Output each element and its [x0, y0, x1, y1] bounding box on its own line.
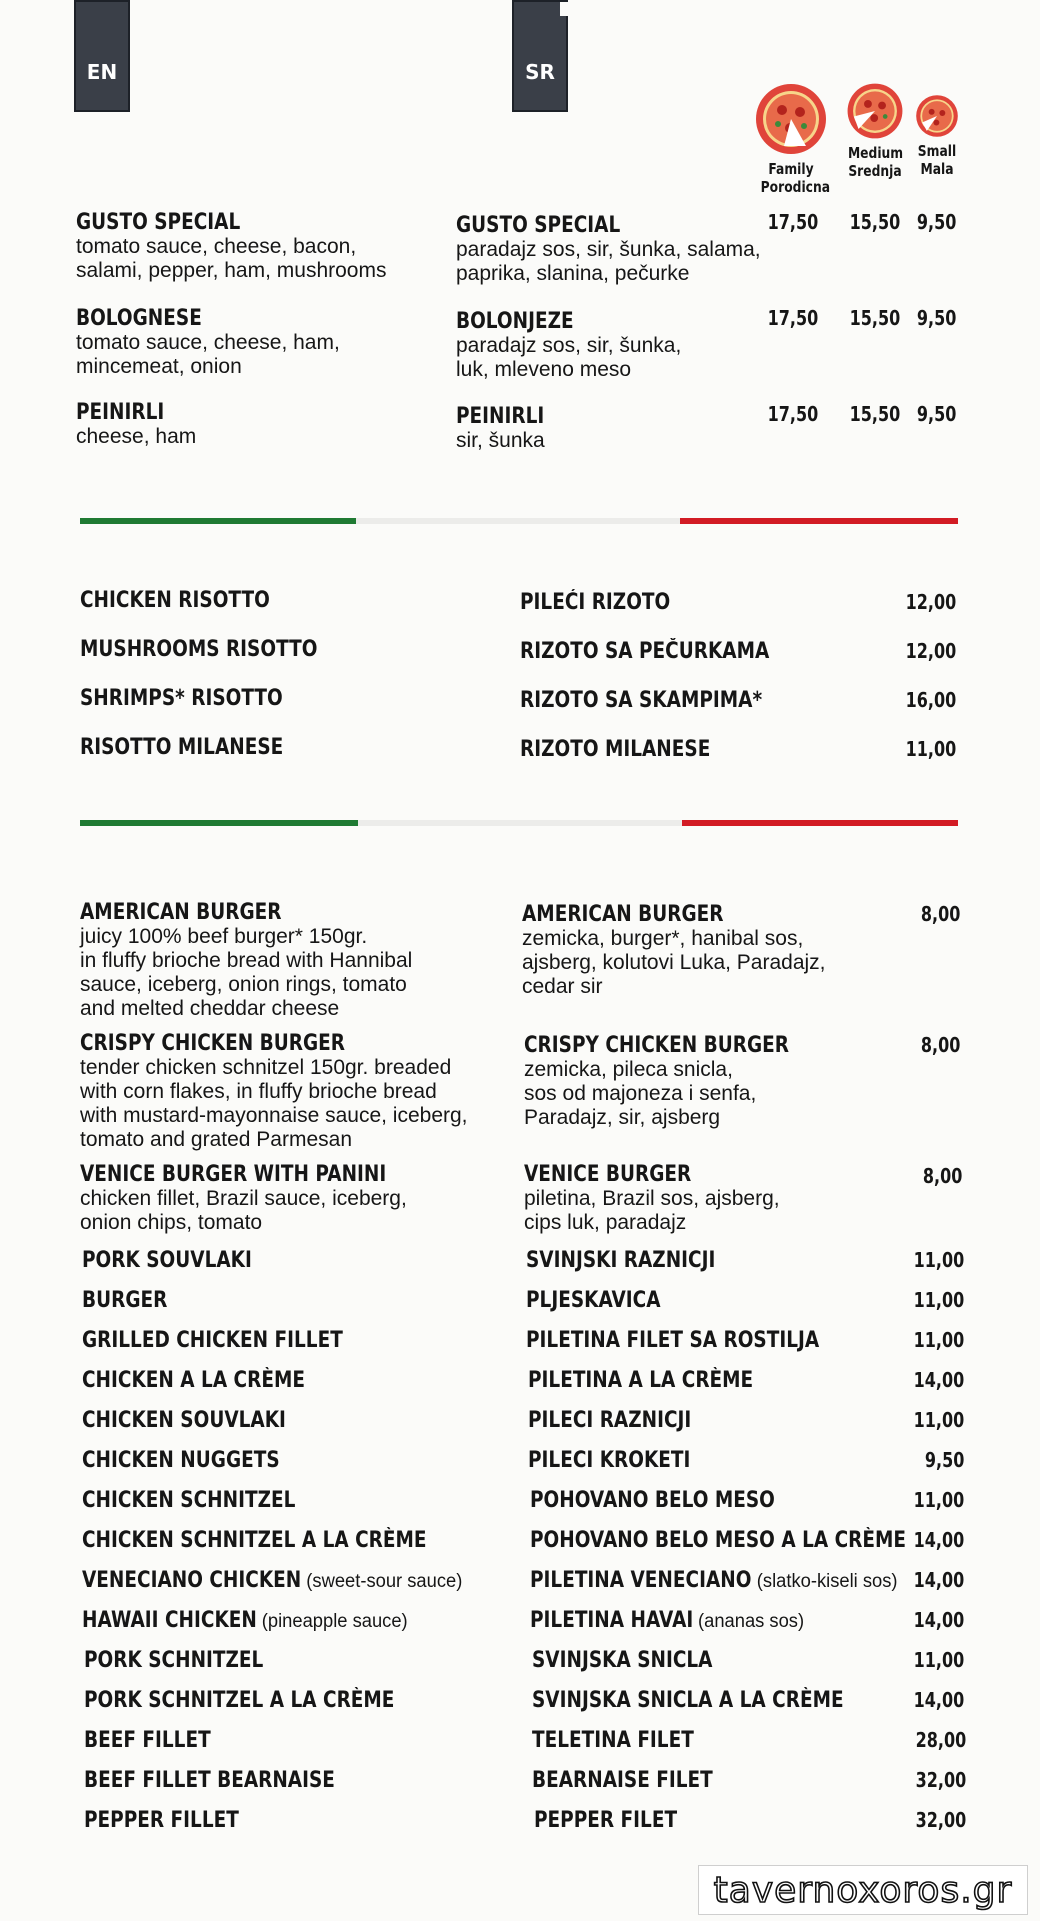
main-name-en: PEPPER FILLET	[84, 1808, 239, 1833]
item-desc: cheese, ham	[76, 425, 197, 448]
item-name: BOLOGNESE	[76, 306, 202, 331]
item-desc: mincemeat, onion	[76, 355, 242, 378]
main-name-sr	[530, 1568, 898, 1593]
main-price: 11,00	[913, 1648, 964, 1672]
item-desc: paprika, slanina, pečurke	[456, 262, 690, 285]
main-name-en: PORK SOUVLAKI	[82, 1248, 252, 1273]
item-desc: in fluffy brioche bread with Hannibal	[80, 949, 413, 972]
burger-price: 8,00	[920, 902, 960, 926]
main-name-en: BEEF FILLET	[84, 1728, 211, 1753]
main-price: 11,00	[913, 1288, 964, 1312]
main-name-sr: POHOVANO BELO MESO	[530, 1488, 775, 1513]
pizza-item-en	[76, 210, 456, 283]
divider-white	[358, 820, 682, 826]
item-desc: chicken fillet, Brazil sauce, iceberg,	[80, 1187, 407, 1210]
main-price: 14,00	[913, 1688, 964, 1712]
price-small: 9,50	[916, 306, 956, 330]
item-desc: paradajz sos, sir, šunka, salama,	[456, 238, 761, 261]
item-desc: cips luk, paradajz	[524, 1211, 687, 1234]
main-name-en: GRILLED CHICKEN FILLET	[82, 1328, 343, 1353]
main-price: 9,50	[924, 1448, 964, 1472]
item-desc: juicy 100% beef burger* 150gr.	[80, 925, 368, 948]
main-name-sr: POHOVANO BELO MESO A LA CRÈME	[530, 1528, 907, 1553]
main-name-sr: PILECI RAZNICJI	[528, 1408, 692, 1433]
main-name-sr: PEPPER FILET	[534, 1808, 678, 1833]
risotto-name-sr: RIZOTO SA SKAMPIMA*	[520, 688, 763, 713]
main-name-en-text: HAWAII CHICKEN	[82, 1608, 257, 1633]
main-price: 11,00	[913, 1408, 964, 1432]
size-medium-sr: Srednja	[848, 162, 902, 180]
price-small: 9,50	[916, 210, 956, 234]
risotto-name-en: MUSHROOMS RISOTTO	[80, 637, 318, 662]
item-name: VENICE BURGER WITH PANINI	[80, 1162, 387, 1187]
main-name-sr: PILETINA A LA CRÈME	[528, 1368, 754, 1393]
burger-price: 8,00	[920, 1033, 960, 1057]
item-desc: cedar sir	[522, 975, 603, 998]
divider-white	[356, 518, 680, 524]
size-medium-header	[842, 82, 908, 180]
main-name-sr-text: PILETINA HAVAI	[530, 1608, 694, 1633]
pizza-item-en	[76, 400, 456, 449]
pizza-family-icon	[754, 82, 828, 156]
main-name-en: CHICKEN A LA CRÈME	[82, 1368, 305, 1393]
divider-red	[680, 518, 958, 524]
burger-item-sr	[522, 902, 862, 999]
item-desc: tomato sauce, cheese, ham,	[76, 331, 340, 354]
main-name-en	[82, 1608, 408, 1633]
item-name: PEINIRLI	[76, 400, 165, 425]
main-name-en: BEEF FILLET BEARNAISE	[84, 1768, 335, 1793]
risotto-name-en: CHICKEN RISOTTO	[80, 588, 270, 613]
divider-green	[80, 518, 356, 524]
main-name-en-text: VENECIANO CHICKEN	[82, 1568, 302, 1593]
tab-sr	[512, 0, 568, 112]
item-desc: with mustard-mayonnaise sauce, iceberg,	[80, 1104, 468, 1127]
price-family: 17,50	[767, 306, 818, 330]
main-name-sr: SVINJSKI RAZNICJI	[526, 1248, 716, 1273]
main-name-sr: TELETINA FILET	[532, 1728, 694, 1753]
risotto-price: 12,00	[905, 590, 956, 614]
risotto-name-sr: RIZOTO SA PEČURKAMA	[520, 639, 770, 664]
item-desc: zemicka, burger*, hanibal sos,	[522, 927, 804, 950]
risotto-name-en: SHRIMPS* RISOTTO	[80, 686, 283, 711]
main-price: 14,00	[913, 1528, 964, 1552]
item-name: BOLONJEZE	[456, 309, 574, 334]
burger-item-en	[80, 1162, 500, 1235]
main-note-en: (sweet-sour sauce)	[306, 1571, 463, 1592]
size-medium-en: Medium	[847, 144, 904, 162]
main-name-en: CHICKEN NUGGETS	[82, 1448, 280, 1473]
size-family-en: Family	[768, 160, 814, 178]
main-name-en: PORK SCHNITZEL	[84, 1648, 264, 1673]
main-price: 32,00	[915, 1808, 966, 1832]
item-desc: Paradajz, sir, ajsberg	[524, 1106, 721, 1129]
pizza-item-sr	[456, 213, 786, 286]
item-name: CRISPY CHICKEN BURGER	[524, 1033, 789, 1058]
price-family: 17,50	[767, 402, 818, 426]
risotto-price: 11,00	[905, 737, 956, 761]
burger-item-sr	[524, 1033, 864, 1130]
main-price: 14,00	[913, 1608, 964, 1632]
item-desc: and melted cheddar cheese	[80, 997, 340, 1020]
item-desc: tender chicken schnitzel 150gr. breaded	[80, 1056, 452, 1079]
price-small: 9,50	[916, 402, 956, 426]
item-desc: salami, pepper, ham, mushrooms	[76, 259, 387, 282]
item-desc: piletina, Brazil sos, ajsberg,	[524, 1187, 780, 1210]
main-name-en: CHICKEN SCHNITZEL	[82, 1488, 296, 1513]
size-family-header	[754, 82, 831, 196]
main-price: 32,00	[915, 1768, 966, 1792]
main-price: 28,00	[915, 1728, 966, 1752]
main-name-en: CHICKEN SCHNITZEL A LA CRÈME	[82, 1528, 427, 1553]
tab-en-label: EN	[86, 60, 118, 84]
main-name-en: BURGER	[82, 1288, 168, 1313]
size-small-sr: Mala	[920, 160, 954, 178]
tab-sr-label: SR	[525, 60, 555, 84]
item-desc: tomato sauce, cheese, bacon,	[76, 235, 357, 258]
pizza-item-en	[76, 306, 456, 379]
risotto-price: 16,00	[905, 688, 956, 712]
main-price: 11,00	[913, 1328, 964, 1352]
main-name-en: CHICKEN SOUVLAKI	[82, 1408, 286, 1433]
item-name: GUSTO SPECIAL	[76, 210, 241, 235]
divider-red	[682, 820, 958, 826]
tab-en	[74, 0, 130, 112]
main-name-sr: BEARNAISE FILET	[532, 1768, 713, 1793]
pizza-item-sr	[456, 309, 786, 382]
main-name-sr	[530, 1608, 805, 1633]
size-family-sr: Porodicna	[760, 178, 831, 196]
item-desc: tomato and grated Parmesan	[80, 1128, 352, 1151]
item-name: AMERICAN BURGER	[80, 900, 282, 925]
burger-item-en	[80, 900, 500, 1021]
size-small-header	[912, 94, 962, 178]
main-price: 11,00	[913, 1248, 964, 1272]
item-desc: sir, šunka	[456, 429, 545, 452]
pizza-medium-icon	[846, 82, 904, 140]
main-name-sr: PILECI KROKETI	[528, 1448, 691, 1473]
risotto-name-sr: RIZOTO MILANESE	[520, 737, 711, 762]
item-name: CRISPY CHICKEN BURGER	[80, 1031, 345, 1056]
main-name-sr: SVINJSKA SNICLA	[532, 1648, 713, 1673]
item-desc: luk, mleveno meso	[456, 358, 632, 381]
burger-item-en	[80, 1031, 500, 1152]
main-name-sr: PLJESKAVICA	[526, 1288, 661, 1313]
main-name-sr: SVINJSKA SNICLA A LA CRÈME	[532, 1688, 844, 1713]
item-desc: zemicka, pileca snicla,	[524, 1058, 733, 1081]
burger-item-sr	[524, 1162, 864, 1235]
item-name: PEINIRLI	[456, 404, 545, 429]
main-name-en: PORK SCHNITZEL A LA CRÈME	[84, 1688, 395, 1713]
pizza-small-icon	[915, 94, 959, 138]
main-name-sr-text: PILETINA VENECIANO	[530, 1568, 752, 1593]
main-price: 11,00	[913, 1488, 964, 1512]
burger-price: 8,00	[922, 1164, 962, 1188]
risotto-name-sr: PILEĆI RIZOTO	[520, 590, 671, 615]
price-medium: 15,50	[849, 306, 900, 330]
pizza-item-sr	[456, 404, 786, 453]
item-desc: with corn flakes, in fluffy brioche bread	[80, 1080, 437, 1103]
main-price: 14,00	[913, 1368, 964, 1392]
item-desc: sos od majoneza i senfa,	[524, 1082, 757, 1105]
main-note-sr: (slatko-kiseli sos)	[756, 1571, 898, 1592]
size-small-en: Small	[917, 142, 957, 160]
item-desc: onion chips, tomato	[80, 1211, 263, 1234]
divider-green	[80, 820, 358, 826]
item-name: VENICE BURGER	[524, 1162, 692, 1187]
watermark: tavernoxoros.gr	[698, 1865, 1028, 1915]
risotto-name-en: RISOTTO MILANESE	[80, 735, 284, 760]
item-name: GUSTO SPECIAL	[456, 213, 621, 238]
item-desc: paradajz sos, sir, šunka,	[456, 334, 682, 357]
main-price: 14,00	[913, 1568, 964, 1592]
item-desc: ajsberg, kolutovi Luka, Paradajz,	[522, 951, 826, 974]
price-medium: 15,50	[849, 402, 900, 426]
risotto-price: 12,00	[905, 639, 956, 663]
price-family: 17,50	[767, 210, 818, 234]
item-name: AMERICAN BURGER	[522, 902, 724, 927]
main-name-en	[82, 1568, 463, 1593]
main-name-sr: PILETINA FILET SA ROSTILJA	[526, 1328, 820, 1353]
main-note-en: (pineapple sauce)	[261, 1611, 408, 1632]
item-desc: sauce, iceberg, onion rings, tomato	[80, 973, 407, 996]
main-note-sr: (ananas sos)	[698, 1611, 805, 1632]
price-medium: 15,50	[849, 210, 900, 234]
